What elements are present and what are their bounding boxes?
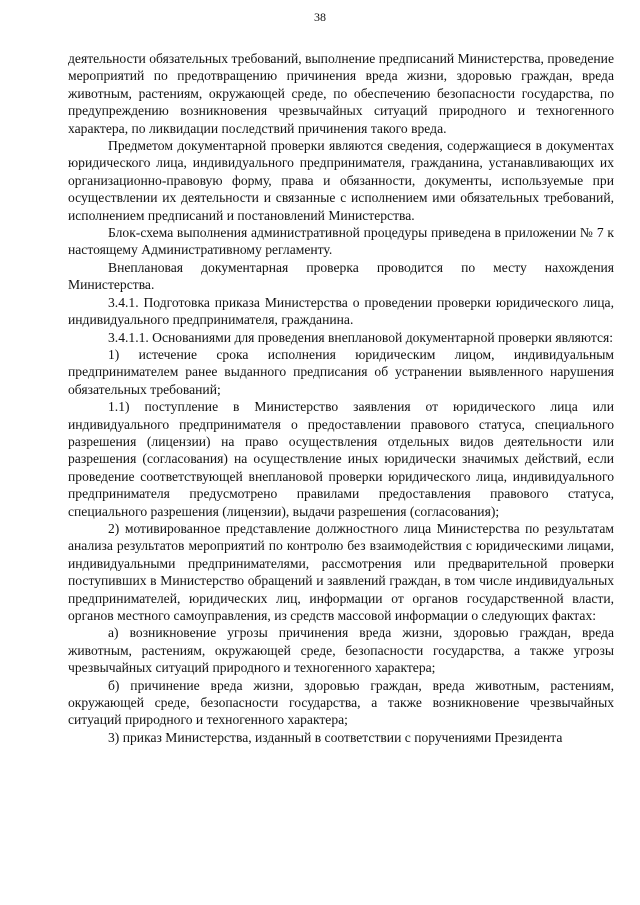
- list-item-2: 2) мотивированное представление должностного лица Министерства по результатам анализа результатов мероприятий по контролю без взаимодействия с юридическими лицами, индивидуальными предпринимателями, рассмотрения или предварительной проверки поступивших в Министерство обращений и заявлений граждан, в том числе индивидуальных предпринимателей, юридических лиц, информации от органов государственной власти, органов местного самоуправления, из средств массовой информации о следующих фактах:: [68, 520, 614, 623]
- paragraph-continuation: деятельности обязательных требований, выполнение предписаний Министерства, проведение мероприятий по предотвращению причинения вреда жизни, здоровью граждан, вреда животным, растениям, окружающей среде, по обеспечению безопасности государства, по предупреждению возникновения чрезвычайных ситуаций природного и техногенного характера, по ликвидации последствий причинения такого вреда.: [68, 51, 614, 136]
- list-item-2a: а) возникновение угрозы причинения вреда жизни, здоровью граждан, вреда животным, растениям, окружающей среде, безопасности государства, а также угрозы чрезвычайных ситуаций природного и техногенного характера;: [68, 625, 614, 676]
- list-item-3: 3) приказ Министерства, изданный в соответствии с поручениями Президента: [108, 729, 563, 745]
- paragraph-flowchart-reference: Блок-схема выполнения административной процедуры приведена в приложении № 7 к настоящему Административному регламенту.: [68, 225, 614, 258]
- paragraph-location: Внеплановая документарная проверка проводится по месту нахождения Министерства.: [68, 259, 614, 293]
- list-item-1: 1) истечение срока исполнения юридическим лицом, индивидуальным предпринимателем ранее выданного предписания об устранении выявленного нарушения обязательных требований;: [68, 346, 614, 397]
- list-item-1-1: 1.1) поступление в Министерство заявления от юридического лица или индивидуального предпринимателя о предоставлении правового статуса, специального разрешения (лицензии) на право осуществления отдельных видов деятельности или разрешения (согласования) на осуществление иных юридически значимых действий, если проведение соответствующей внеплановой проверки юридического лица, индивидуального предпринимателя предусмотрено правилами предоставления правового статуса, специального разрешения (лицензии), выдачи разрешения (согласования);: [68, 399, 614, 519]
- document-body: [68, 50, 614, 746]
- section-heading-3-4-1-1: 3.4.1.1. Основаниями для проведения внеплановой документарной проверки являются:: [108, 329, 614, 345]
- list-item-2b: б) причинение вреда жизни, здоровью граждан, вреда животным, растениям, окружающей среде, безопасности государства, а также возникновение чрезвычайных ситуаций природного и техногенного характера;: [68, 677, 614, 728]
- page-number: 38: [314, 10, 326, 24]
- paragraph-subject: Предметом документарной проверки являются сведения, содержащиеся в документах юридического лица, индивидуального предпринимателя, гражданина, устанавливающих их организационно-правовую форму, права и обязанности, документы, используемые при осуществлении их деятельности и связанные с исполнением ими обязательных требований, исполнением предписаний и постановлений Министерства.: [68, 138, 614, 223]
- section-heading-3-4-1: 3.4.1. Подготовка приказа Министерства о проведении проверки юридического лица, индивидуального предпринимателя, гражданина.: [68, 294, 614, 328]
